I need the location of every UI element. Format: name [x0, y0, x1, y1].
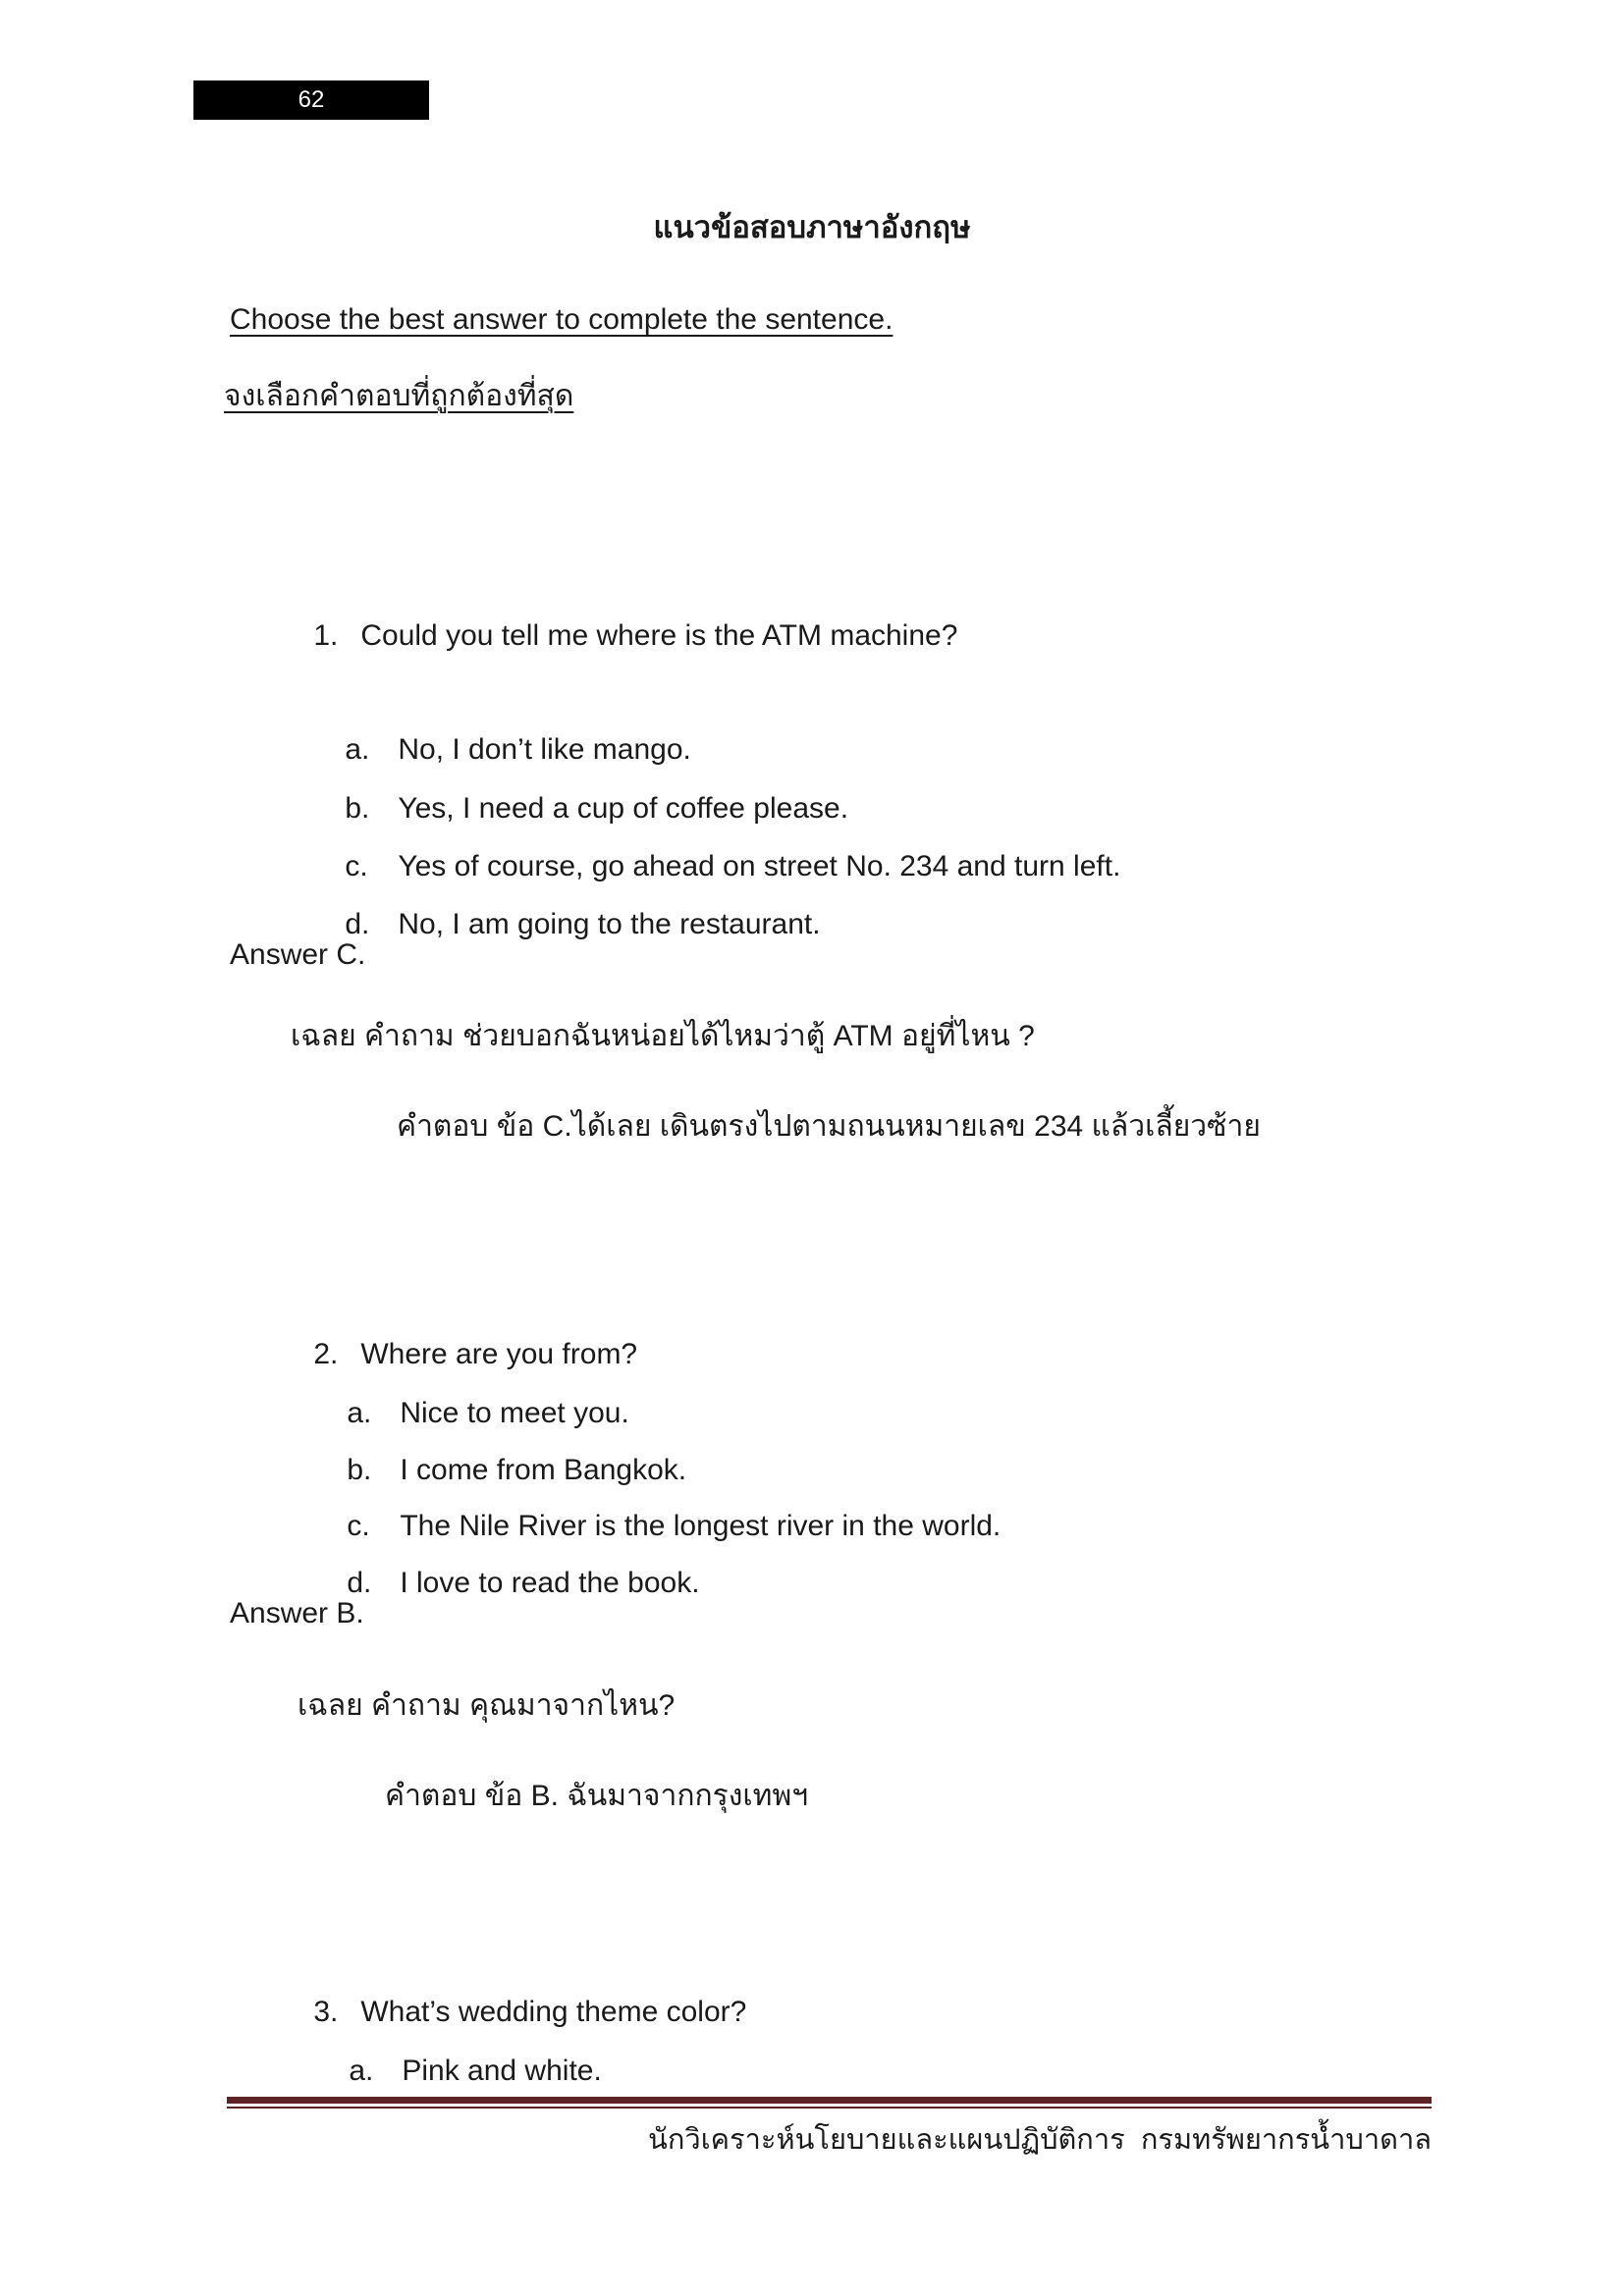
option-letter: c. — [347, 1510, 370, 1542]
question-2-answer: Answer B. — [230, 1597, 364, 1629]
question-1-explanation-answer: คำตอบ ข้อ C.ได้เลย เดินตรงไปตามถนนหมายเลข 234 แล้วเลี้ยวซ้าย — [397, 1110, 1261, 1143]
page-number-box — [193, 80, 429, 120]
option-letter: b. — [345, 792, 370, 825]
option-letter: d. — [345, 908, 370, 940]
page-title: แนวข้อสอบภาษาอังกฤษ — [653, 210, 971, 244]
question-3-number: 3. — [313, 1996, 339, 2028]
question-2-text: Where are you from? — [360, 1338, 638, 1370]
option-text: Pink and white. — [402, 2055, 602, 2087]
question-1 — [281, 583, 957, 689]
question-1-explanation-question: เฉลย คำถาม ช่วยบอกฉันหน่อยได้ไหมว่าตู้ ATM อยู่ที่ไหน ? — [291, 1020, 1035, 1052]
option-text: Yes, I need a cup of coffee please. — [398, 792, 849, 825]
question-2-explanation-question: เฉลย คำถาม คุณมาจากไหน? — [298, 1689, 676, 1722]
option-text: No, I am going to the restaurant. — [398, 908, 821, 940]
question-2-option-d — [314, 1530, 700, 1636]
instruction-thai: จงเลือกคำตอบที่ถูกต้องที่สุด — [224, 380, 574, 412]
question-1-number: 1. — [313, 619, 339, 652]
option-letter: a. — [347, 1397, 372, 1429]
option-letter: a. — [345, 733, 370, 766]
option-letter: c. — [345, 850, 368, 882]
question-2-number: 2. — [313, 1338, 339, 1370]
option-text: I come from Bangkok. — [400, 1454, 687, 1486]
option-letter: a. — [349, 2055, 374, 2087]
footer-text: นักวิเคราะห์นโยบายและแผนปฏิบัติการ กรมทรัพยากรน้ำบาดาล — [648, 2124, 1432, 2156]
option-text: Nice to meet you. — [400, 1397, 629, 1429]
question-1-answer: Answer C. — [230, 938, 366, 971]
option-letter: b. — [347, 1454, 372, 1486]
question-1-text: Could you tell me where is the ATM machine? — [360, 619, 958, 652]
question-1-option-d — [312, 872, 821, 978]
option-text: Yes of course, go ahead on street No. 234 and turn left. — [398, 850, 1121, 882]
question-3-text: What’s wedding theme color? — [360, 1996, 747, 2028]
footer-rule — [227, 2097, 1432, 2109]
option-letter: d. — [347, 1567, 372, 1599]
question-2-explanation-answer: คำตอบ ข้อ B. ฉันมาจากกรุงเทพฯ — [385, 1780, 809, 1812]
option-text: The Nile River is the longest river in the world. — [400, 1510, 1001, 1542]
instruction-english: Choose the best answer to complete the sentence. — [230, 303, 893, 336]
option-text: I love to read the book. — [400, 1567, 700, 1599]
page-number: 62 — [298, 86, 325, 113]
option-text: No, I don’t like mango. — [398, 733, 691, 766]
